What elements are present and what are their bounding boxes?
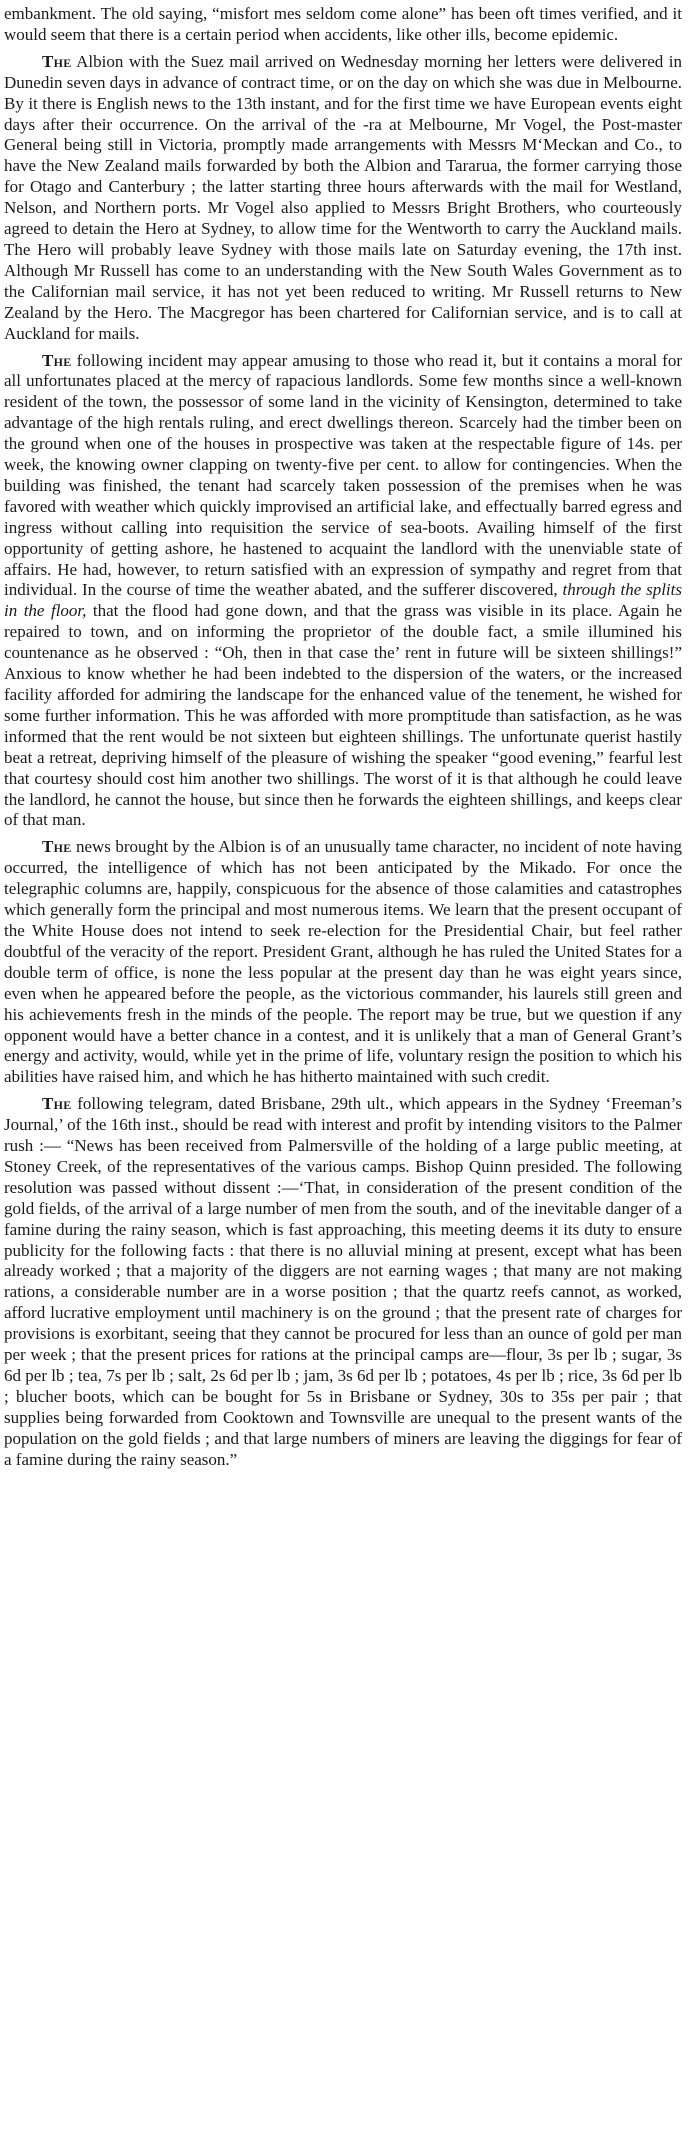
paragraph-text: embankment. The old saying, “misfort mes seldom come alone” has been oft times verified, and it would seem that there is a certain period when accidents, like other ills, become epidemic. [4, 4, 682, 44]
paragraph-text: following telegram, dated Brisbane, 29th ult., which appears in the Sydney ‘Freeman’s Journal,’ of the 16th inst., should be read with interest and profit by intending visitors to the Palmer rush :— “News has been received from Palmersville of the holding of a large public meeting, at Stoney Creek, of the representatives of the various camps. Bishop Quinn presided. The following resolution was passed without dissent :—‘That, in consideration of the present condition of the gold fields, of the arrival of a large number of men from the south, and of the inevitable danger of a famine during the rainy season, which is fast approaching, this meeting deems it its duty to ensure publicity for the following facts : that there is no alluvial mining at present, except what has been already worked ; that a majority of the diggers are not earning wages ; that many are not making rations, a considerable number are in a worse position ; that the quartz reefs cannot, as worked, afford lucrative employment until machinery is on the ground ; that the present rate of charges for provisions is exorbitant, seeing that they cannot be procured for less than an ounce of gold per man per week ; that the present prices for rations at the principal camps are—flour, 3s per lb ; sugar, 3s 6d per lb ; tea, 7s per lb ; salt, 2s 6d per lb ; jam, 3s 6d per lb ; potatoes, 4s per lb ; rice, 3s 6d per lb ; blucher boots, which can be bought for 5s in Brisbane or Sydney, 30s to 35s per pair ; that supplies being forwarded from Cooktown and Townsville are unequal to the present wants of the population on the gold fields ; and that large numbers of miners are leaving the diggings for fear of a famine during the rainy season.” [4, 1094, 682, 1469]
paragraph-italic-text: through the splits in the floor, [4, 580, 682, 621]
paragraph-text: Albion with the Suez mail arrived on Wednesday morning her letters were delivered in Dunedin seven days in advance of contract time, or on the day on which she was due in Melbourne. By it there is English news to the 13th instant, and for the first time we have European events eight days after their occurrence. On the arrival of the ‑ra at Melbourne, Mr Vogel, the Post-master General being still in Victoria, promptly made arrangements with Messrs M‘Meckan and Co., to have the New Zealand mails forwarded by both the Albion and Tararua, the former carrying those for Otago and Canterbury ; the latter starting three hours afterwards with the mail for Westland, Nelson, and Northern ports. Mr Vogel also applied to Messrs Bright Brothers, who courteously agreed to detain the Hero at Sydney, to allow time for the Wentworth to carry the Auckland mails. The Hero will probably leave Sydney with those mails late on Saturday evening, the 17th inst. Although Mr Russell has come to an understanding with the New South Wales Government as to the Californian mail service, it has not yet been reduced to writing. Mr Russell returns to New Zealand by the Hero. The Macgregor has been chartered for Californian service, and is to call at Auckland for mails. [4, 51, 682, 343]
paragraph-landlord-incident [4, 351, 682, 832]
paragraph-lead-word: The [42, 837, 72, 857]
paragraph-lead-word: The [42, 350, 72, 370]
paragraph-embankment [4, 4, 682, 46]
paragraph-lead-word: The [42, 1094, 72, 1114]
paragraph-albion-news [4, 837, 682, 1088]
paragraph-albion-mail [4, 52, 682, 345]
paragraph-text: news brought by the Albion is of an unusually tame character, no incident of note having occurred, the intelligence of which has not been anticipated by the Mikado. For once the telegraphic columns are, happily, conspicuous for the absence of those calamities and catastrophes which generally form the principal and most numerous items. We learn that the present occupant of the White House does not intend to seek re-election for the Presidential Chair, but feel rather doubtful of the veracity of the report. President Grant, although he has ruled the United States for a double term of office, is none the less popular at the present day than he was eight years since, even when he appeared before the people, as the victorious commander, his laurels still green and his achievements fresh in the minds of the people. The report may be true, but we question if any opponent would have a better chance in a contest, and it is unlikely that a man of General Grant’s energy and activity, would, while yet in the prime of life, voluntary resign the position to which his abilities have raised him, and which he has hitherto maintained with such credit. [4, 837, 682, 1087]
paragraph-text: following incident may appear amusing to those who read it, but it contains a moral for all unfortunates placed at the mercy of rapacious landlords. Some few months since a well-known resident of the town, the possessor of some land in the vicinity of Kensington, determined to take advantage of the high rentals ruling, and erect dwellings thereon. Scarcely had the timber been on the ground when one of the houses in prospective was taken at the respectable figure of 14s. per week, the knowing owner clapping on twenty-five per cent. to allow for contingencies. When the building was finished, the tenant had scarcely taken possession of the premises when he was favored with weather which quickly improvised an artificial lake, and effectually barred egress and ingress without calling into requisition the service of sea-boots. Availing himself of the first opportunity of getting ashore, he hastened to acquaint the landlord with the unenviable state of affairs. He had, however, to return satisfied with an expression of sympathy and regret from that individual. In the course of time the weather abated, and the sufferer discovered, [4, 350, 682, 600]
paragraph-text: that the flood had gone down, and that the grass was visible in its place. Again he repaired to town, and on informing the proprietor of the double fact, a smile illumined his countenance as he observed : “Oh, then in that case the’ rent in future will be sixteen shillings!” Anxious to know whether he had been indebted to the dispersion of the waters, or the increased facility afforded for admiring the landscape for the enhanced value of the tenement, he wished for some further information. This he was afforded with more promptitude than satisfaction, as he was informed that the rent would be not sixteen but eighteen shillings. The unfortunate querist hastily beat a retreat, depriving himself of the pleasure of wishing the speaker “good evening,” fearful lest that courtesy should cost him another two shillings. The worst of it is that although he could leave the landlord, he cannot the house, but since then he forwards the eighteen shillings, and keeps clear of that man. [4, 601, 683, 830]
paragraph-brisbane-telegram [4, 1094, 682, 1470]
paragraph-lead-word: The [42, 51, 72, 71]
